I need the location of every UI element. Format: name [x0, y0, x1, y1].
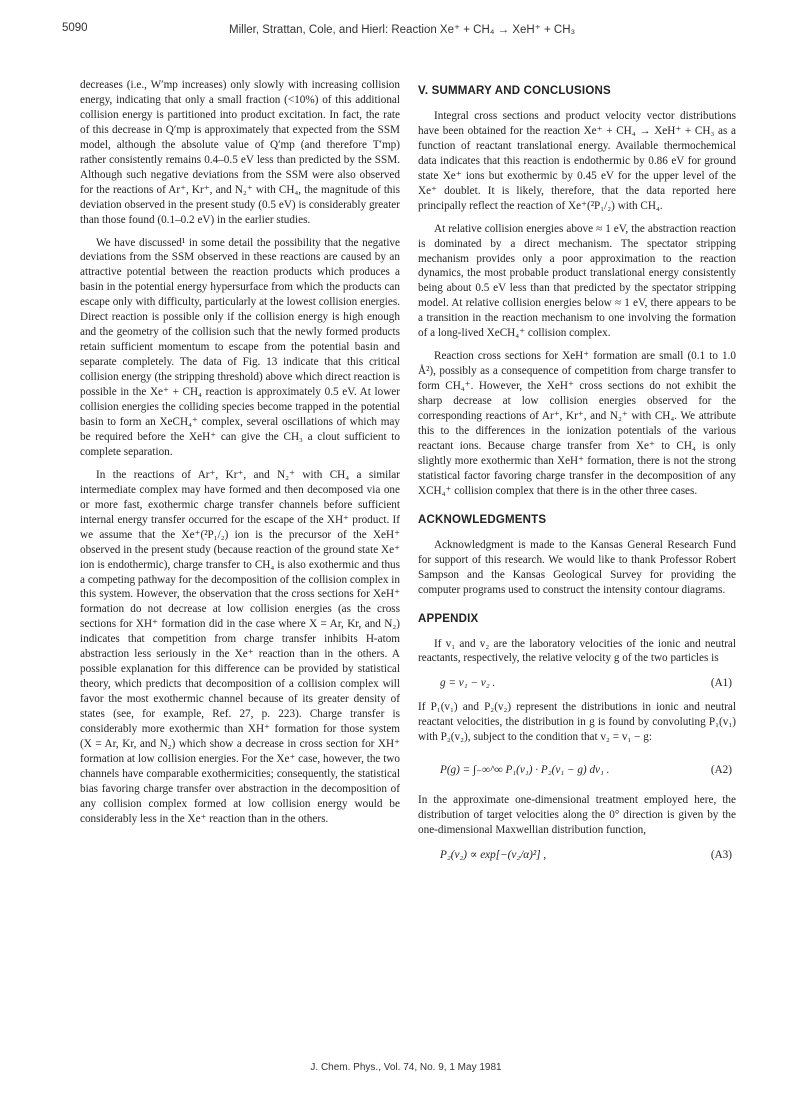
equation-a3	[418, 842, 736, 868]
section-heading-appendix: APPENDIX	[418, 612, 479, 625]
equation-number: (A3)	[710, 849, 732, 862]
journal-footer: J. Chem. Phys., Vol. 74, No. 9, 1 May 1981	[310, 1062, 502, 1073]
page-header	[0, 20, 812, 40]
paragraph: Reaction cross sections for XeH⁺ formation are small (0.1 to 1.0 Å²), possibly as a consequence of competition from charge transfer to form CH₄⁺. However, the XeH⁺ cross sections do not exhibit the sharp decrease at low collision energies observed for the corresponding reactions of Ar⁺, Kr⁺, and N₂⁺ with CH₄. We attribute this to the differences in the ionization potentials of the various reactant ions. Because charge transfer from Xe⁺ to CH₄ is only slightly more exothermic than XeH⁺ formation, there is not the strong statistical factor favoring charge transfer in the decomposition of any XCH₄⁺ collision complex that there is in the other three cases.	[418, 350, 736, 497]
equation-a1	[418, 670, 736, 696]
equation-number: (A2)	[710, 764, 732, 777]
paragraph: Acknowledgment is made to the Kansas General Research Fund for support of this research. We would like to thank Professor Robert Sampson and the Kansas Geological Survey for providing the computer programs used to construct the intensity contour diagrams.	[418, 538, 736, 596]
equation-expression: P(g) = ∫₋∞^∞ P₁(v₁) · P₂(v₁ − g) dv₁ .	[440, 764, 610, 777]
equation-expression: g = v₁ − v₂ .	[440, 677, 496, 690]
page-number: 5090	[62, 22, 88, 34]
right-column	[418, 78, 736, 872]
paragraph: If P₁(v₁) and P₂(v₂) represent the distributions in ionic and neutral reactant velocities, the distribution in g is found by convoluting P₁(v₁) with P₂(v₂), subject to the condition that v₂ = v₁ − g:	[418, 701, 736, 744]
paragraph: Integral cross sections and product velocity vector distributions have been obtained for the reaction Xe⁺ + CH₄ → XeH⁺ + CH₃ as a function of reactant translational energy. Available thermochemical data indicates that this reaction is endothermic by 0.86 eV for ground state Xe⁺ ions but exothermic by 0.45 eV for the upper level of the Xe⁺ doublet. It is likely, therefore, that the data reported here principally reflect the reaction of Xe⁺(²P₁/₂) with CH₄.	[418, 109, 736, 212]
paragraph: At relative collision energies above ≈ 1 eV, the abstraction reaction is dominated by a direct mechanism. The spectator stripping mechanism provides only a poor approximation to the reaction dynamics, the most probable product translational energy consistently being about 0.5 eV less than that predicted by the spectator stripping model. At relative collision energies below ≈ 1 eV, there appears to be a transition in the reaction mechanism to one involving the formation of a long-lived XeCH₄⁺ collision complex.	[418, 222, 736, 340]
equation-number: (A1)	[710, 677, 732, 690]
paragraph: In the reactions of Ar⁺, Kr⁺, and N₂⁺ with CH₄ a similar intermediate complex may have formed and then decomposed via one or more fast, exothermic charge transfer channels before sufficient internal energy transfer occurred for the escape of the XH⁺ product. If we assume that the Xe⁺(²P₁/₂) ion is the precursor of the XeH⁺ observed in the present study (because reaction of the ground state Xe⁺ ion is endothermic), charge transfer to CH₄ is also exothermic and thus a competing pathway for the decomposition of the collision complex in this system. However, the observation that the cross sections for XeH⁺ formation do not decrease at low collision energies (as the cross sections for XH⁺ formation did in the case where X = Ar, Kr, and N₂) indicates that competition from charge transfer inhibits H-atom abstraction less seriously in the Xe⁺ reaction than in the others. A possible explanation for this difference can be provided by statistical theory, which predicts that decomposition of a collision complex will favor the most exothermic channel because of its greater density of states (see, for example, Ref. 27, p. 223). Charge transfer is considerably more exothermic than XH⁺ formation for those system (X = Ar, Kr, and N₂) which show a decrease in cross section for XH⁺ formation at low collision energies. For the Xe⁺ case, however, the two channels have comparable exothermicities; consequently, the statistical bias favoring charge transfer over abstraction in the decomposition of any collision complex formed at low collision energy would be considerably less in the Xe⁺ reaction than in the others.	[80, 468, 400, 825]
section-heading-summary: V. SUMMARY AND CONCLUSIONS	[418, 85, 611, 97]
paragraph: If v₁ and v₂ are the laboratory velocities of the ionic and neutral reactants, respectively, the relative velocity g of the two particles is	[418, 637, 736, 665]
left-column	[80, 78, 400, 827]
paragraph: We have discussed¹ in some detail the possibility that the negative deviations from the SSM observed in these reactions are caused by an attractive potential between the reaction products which produces a basin in the potential energy hypersurface from which the products can escape only with difficulty, particularly at the lowest collision energies. Direct reaction is possible only if the collision energy is high enough and the geometry of the collision such that the newly formed products retain sufficient momentum to escape from the potential basin and separate completely. The data of Fig. 13 indicate that this critical collision energy (the stripping threshold) above which direct reaction is possible in the Xe⁺ + CH₄ reaction is approximately 0.5 eV. At lower collision energies the colliding species become trapped in the potential basin to form an XeCH₄⁺ complex, several oscillations of which may be required before the XeH⁺ can give the CH₃ a clout sufficient to complete separation.	[80, 236, 400, 458]
running-title: Miller, Strattan, Cole, and Hierl: Reaction Xe⁺ + CH₄ → XeH⁺ + CH₃	[229, 24, 576, 36]
section-heading-acknowledgments: ACKNOWLEDGMENTS	[418, 513, 547, 526]
paragraph: decreases (i.e., W′mp increases) only slowly with increasing collision energy, indicating that only a small fraction (<10%) of this additional collision energy is partitioned into product excitation. In fact, the rate of this decrease in Q′mp is approximately that expected from the SSM model, although the absolute value of Q′mp (and therefore T′mp) rather consistently remains 0.4–0.5 eV less than predicted by the SSM. Although such negative deviations from the SSM were also observed for the reactions of Ar⁺, Kr⁺, and N₂⁺ with CH₄, the magnitude of this deviation observed in the present study (0.5 eV) is considerably greater than those found (0.1–0.2 eV) in the earlier studies.	[80, 79, 400, 226]
equation-expression: P₂(v₂) ∝ exp[−(v₂/α)²] ,	[440, 849, 547, 862]
equation-a2	[418, 749, 736, 789]
paragraph: In the approximate one-dimensional treatment employed here, the distribution of target velocities along the 0° direction is given by the one-dimensional Maxwellian distribution function,	[418, 794, 736, 837]
